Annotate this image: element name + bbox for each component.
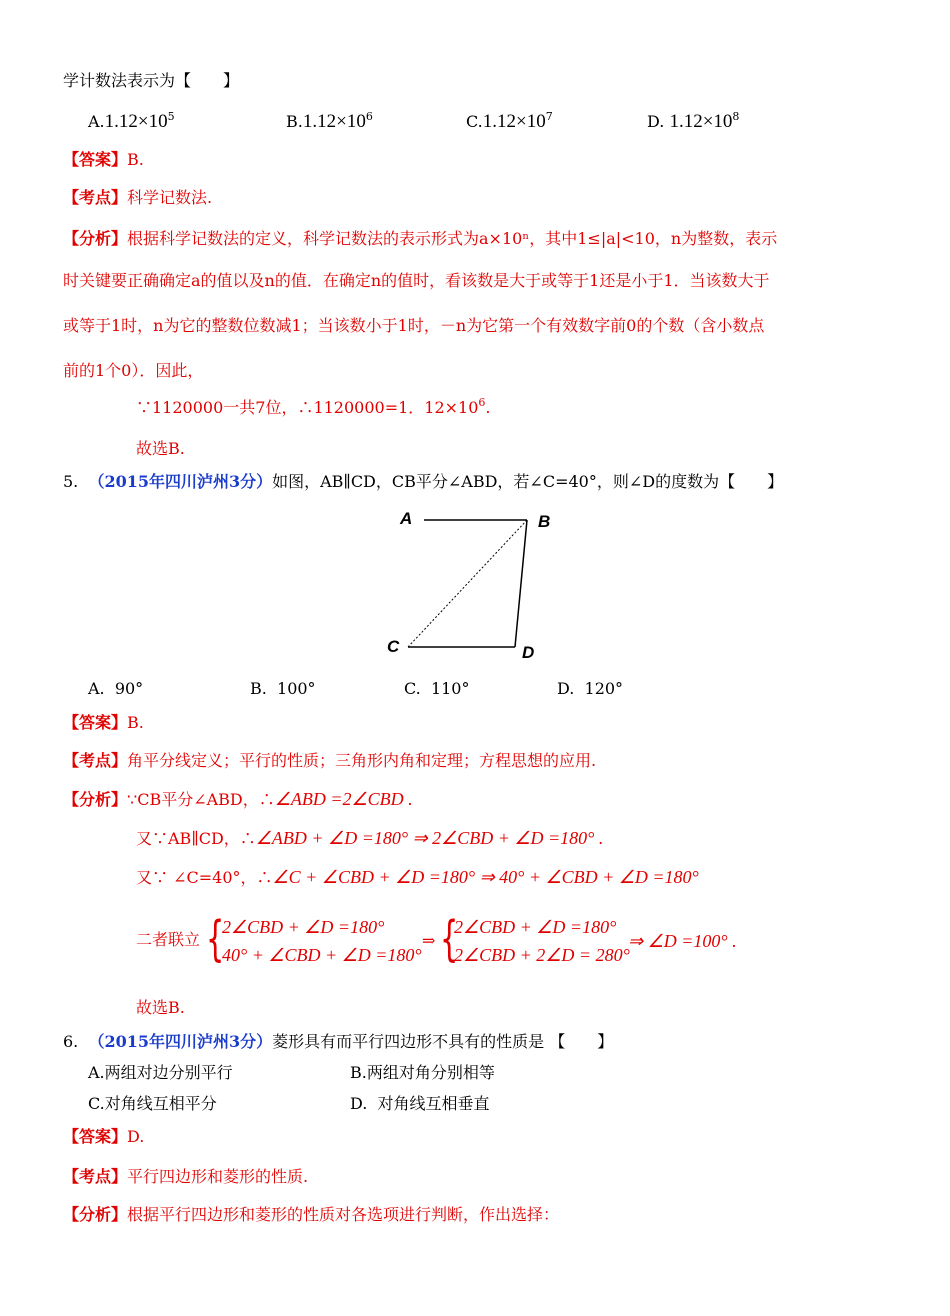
q4-fenxi-line-1: 【分析】根据科学记数法的定义，科学记数法的表示形式为a×10ⁿ，其中1≤|a|<10，n为整数，表示 [63,229,778,248]
q5-system1-row2: 40° + ∠CBD + ∠D =180° [222,945,422,965]
q6-option-b: B.两组对角分别相等 [350,1063,495,1082]
q6-option-a: A.两组对边分别平行 [88,1063,233,1082]
q5-figure [380,500,560,665]
q4-option-d: D. $1.12\times 10^8$ [647,110,740,132]
q4-option-c: $C.1.12\times 10^7$ [466,110,553,132]
q5-stem: 5. （2015年四川泸州3分）如图，AB∥CD，CB平分∠ABD，若∠C=40°，则∠D的度数为【 】 [63,472,784,491]
left-brace-1: { [206,911,225,967]
q5-system1-row1: 2∠CBD + ∠D =180° [222,917,385,937]
q5-system2-row1: 2∠CBD + ∠D =180° [454,917,617,937]
label-a: A [400,509,413,528]
q6-answer: 【答案】D. [63,1127,145,1146]
label-d: D [522,643,535,662]
label-c: C [387,637,400,656]
q4-kaodian: 【考点】科学记数法. [63,188,213,207]
q6-option-d: D. 对角线互相垂直 [350,1094,490,1113]
q5-system-label: 二者联立 [136,930,201,949]
q4-option-a: $A.1.12\times 10^5$ [88,110,175,132]
q4-fenxi-line-3: 或等于1时，n为它的整数位数减1；当该数小于1时，－n为它第一个有效数字前0的个数（含小数点 [63,316,765,335]
q6-stem: 6. （2015年四川泸州3分）菱形具有而平行四边形不具有的性质是 【 】 [63,1032,614,1051]
q6-option-c: C.对角线互相平分 [88,1094,217,1113]
q5-kaodian: 【考点】角平分线定义；平行的性质；三角形内角和定理；方程思想的应用. [63,751,597,770]
segment-bd [515,520,527,647]
q6-kaodian: 【考点】平行四边形和菱形的性质. [63,1167,309,1186]
q4-stem-tail: 学计数法表示为【 】 [63,71,240,90]
q4-fenxi-line-4: 前的1个0）．因此， [63,361,204,380]
q5-fenxi-step-3: 又∵ ∠C=40°，∴∠C + ∠CBD + ∠D =180° ⇒ 40° + ∠CBD + ∠D =180° [136,867,699,887]
q5-fenxi-step-1: 【分析】∵CB平分∠ABD，∴∠ABD =2∠CBD . [63,789,413,809]
left-brace-2: { [440,911,459,967]
q5-option-c: C. 110° [404,679,470,698]
q5-option-d: D. 120° [557,679,624,698]
q5-system-arrow: ⇒ [422,931,436,950]
q4-option-b: $B.1.12\times 10^6$ [286,110,373,132]
q5-choose: 故选B. [136,998,185,1017]
q5-fenxi-step-2: 又∵AB∥CD，∴∠ABD + ∠D =180° ⇒ 2∠CBD + ∠D =180° . [136,828,604,848]
q4-calc: ∵1120000一共7位，∴1120000=1．$12\times 10^6$. [136,396,491,417]
q5-system-result: ⇒ ∠D =100° . [628,931,737,951]
q5-answer: 【答案】B. [63,713,144,732]
q4-fenxi-line-2: 时关键要正确确定a的值以及n的值．在确定n的值时，看该数是大于或等于1还是小于1．当该数大于 [63,271,770,290]
q5-option-a: A. 90° [88,679,144,698]
label-b: B [538,512,551,531]
q5-system2-row2: 2∠CBD + 2∠D = 280° [454,945,630,965]
segment-cb [408,520,527,647]
q6-fenxi: 【分析】根据平行四边形和菱形的性质对各选项进行判断，作出选择： [63,1205,560,1224]
q4-answer: 【答案】B. [63,150,144,169]
q4-choose: 故选B. [136,439,185,458]
q5-option-b: B. 100° [250,679,316,698]
